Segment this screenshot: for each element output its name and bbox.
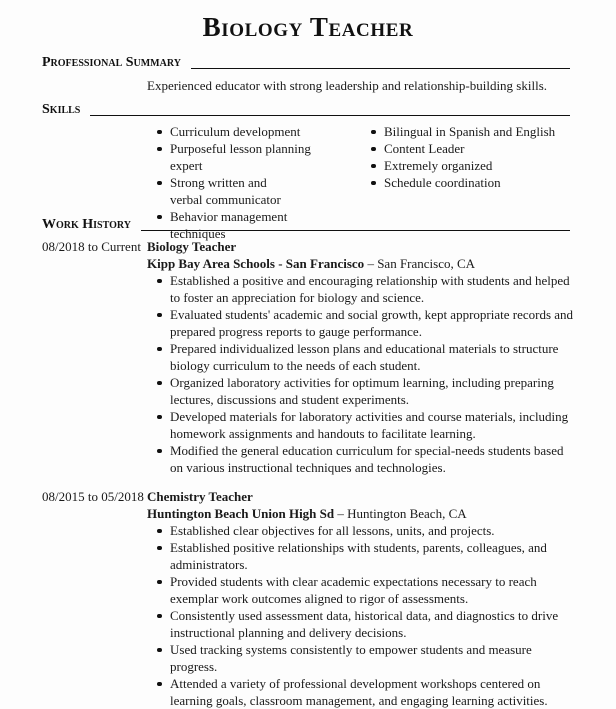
skill-item: Behavior management techniques bbox=[157, 208, 337, 242]
section-divider bbox=[90, 115, 570, 116]
job-body bbox=[147, 238, 577, 476]
skill-item: Extremely organized bbox=[371, 157, 571, 174]
section-divider bbox=[141, 230, 570, 231]
employer-name: Kipp Bay Area Schools - San Francisco bbox=[147, 256, 365, 271]
job-bullets bbox=[157, 522, 577, 709]
job-bullet: Used tracking systems consistently to empower students and measure progress. bbox=[157, 641, 577, 675]
skill-item: Schedule coordination bbox=[371, 174, 571, 191]
skills-list-right bbox=[371, 123, 571, 191]
job-bullet: Prepared individualized lesson plans and educational materials to structure biology curriculum to the needs of each student. bbox=[157, 340, 577, 374]
section-heading: Work History bbox=[42, 217, 131, 232]
skill-item: Curriculum development bbox=[157, 123, 337, 140]
section-heading: Professional Summary bbox=[42, 55, 181, 70]
job-bullet: Developed materials for laboratory activities and course materials, including homework assignments and handouts to facilitate learning. bbox=[157, 408, 577, 442]
job-bullet: Established a positive and encouraging relationship with students and helped to foster an appreciation for biology and science. bbox=[157, 272, 577, 306]
job-location: Huntington Beach, CA bbox=[347, 506, 467, 521]
employer-separator: – bbox=[364, 256, 378, 271]
job-location: San Francisco, CA bbox=[377, 256, 476, 271]
job-bullet: Organized laboratory activities for optimum learning, including preparing lectures, discussions and student experiments. bbox=[157, 374, 577, 408]
section-header-work-history bbox=[42, 217, 570, 233]
job-bullet: Attended a variety of professional development workshops centered on learning goals, classroom management, and engaging learning activities. bbox=[157, 675, 577, 709]
job-body bbox=[147, 488, 577, 709]
section-header-summary bbox=[42, 55, 570, 71]
job-bullet: Modified the general education curriculum for special-needs students based on various instructional techniques and technologies. bbox=[157, 442, 577, 476]
skill-item: Purposeful lesson planning expert bbox=[157, 140, 337, 174]
job-bullet: Established positive relationships with students, parents, colleagues, and administrators. bbox=[157, 539, 577, 573]
job-dates: 08/2015 to 05/2018 bbox=[42, 489, 144, 504]
job-dates: 08/2018 to Current bbox=[42, 239, 141, 254]
section-divider bbox=[191, 68, 570, 69]
job-title: Biology Teacher bbox=[147, 239, 237, 254]
section-heading: Skills bbox=[42, 102, 81, 117]
skill-item: Bilingual in Spanish and English bbox=[371, 123, 571, 140]
employer-separator: – bbox=[334, 506, 348, 521]
skill-item: Content Leader bbox=[371, 140, 571, 157]
summary-text: Experienced educator with strong leadership and relationship-building skills. bbox=[147, 78, 548, 93]
employer-name: Huntington Beach Union High Sd bbox=[147, 506, 335, 521]
resume-title: Biology Teacher bbox=[202, 12, 414, 42]
job-bullet: Consistently used assessment data, historical data, and diagnostics to drive instructional planning and delivery decisions. bbox=[157, 607, 577, 641]
job-bullet: Provided students with clear academic expectations necessary to reach exemplar work outcomes aligned to rigor of assessments. bbox=[157, 573, 577, 607]
job-bullets bbox=[157, 272, 577, 476]
job-title: Chemistry Teacher bbox=[147, 489, 253, 504]
section-header-skills bbox=[42, 102, 570, 118]
job-bullet: Evaluated students' academic and social growth, kept appropriate records and prepared progress reports to gauge performance. bbox=[157, 306, 577, 340]
skill-item: Strong written and verbal communicator bbox=[157, 174, 295, 208]
job-employer-line bbox=[147, 255, 577, 272]
job-employer-line bbox=[147, 505, 577, 522]
job-bullet: Established clear objectives for all lessons, units, and projects. bbox=[157, 522, 577, 539]
